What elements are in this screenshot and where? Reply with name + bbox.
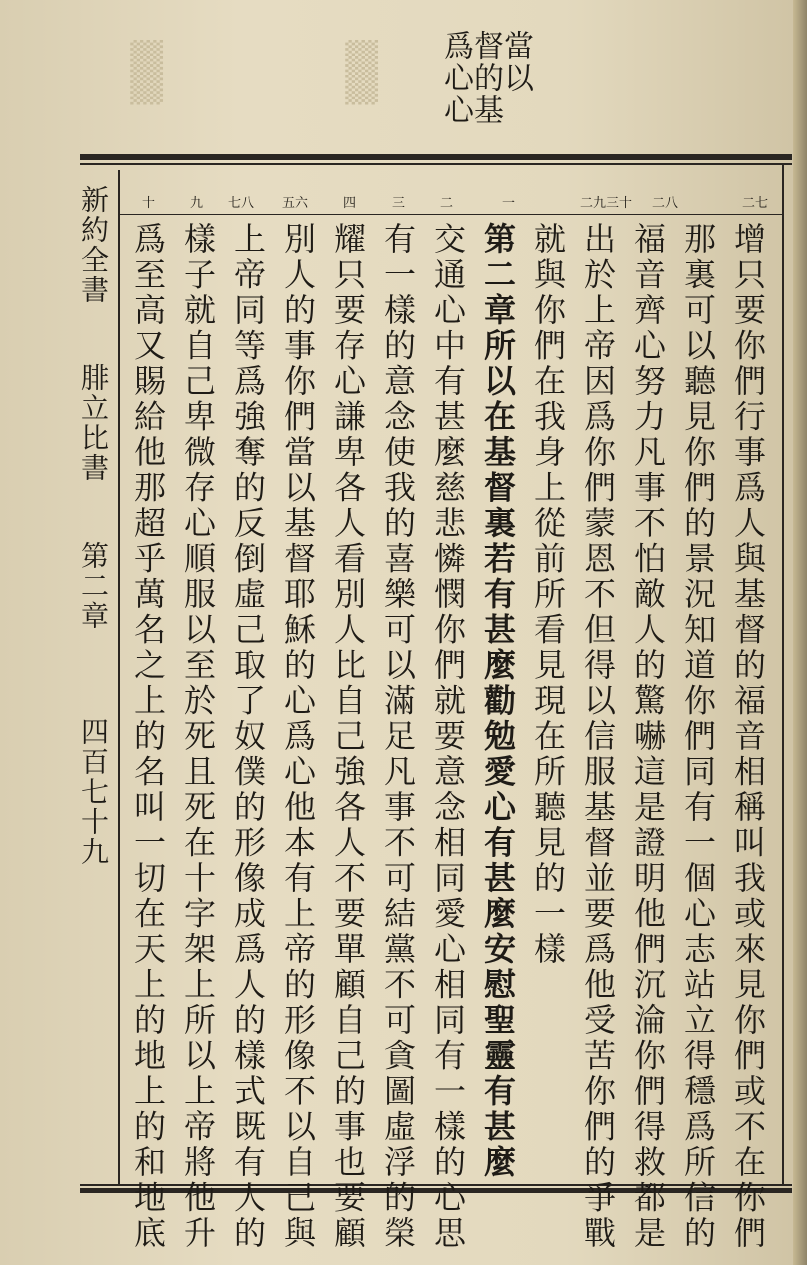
verse-number: 七八 bbox=[228, 196, 255, 211]
verse-number-rule bbox=[118, 214, 783, 215]
text-line: 那裏可以聽見你們的景況知道你們同有一個心志站立得穩爲所信的 bbox=[679, 222, 717, 1252]
verse-number: 二 bbox=[440, 196, 454, 211]
page-number: 四百七十九 bbox=[77, 717, 110, 867]
epistle-title: 腓立比書 bbox=[77, 363, 110, 483]
verse-number: 四 bbox=[343, 196, 357, 211]
page-edge bbox=[793, 0, 807, 1265]
verse-number: 二七 bbox=[742, 196, 769, 211]
text-line: 爲至高又賜給他那超乎萬名之上的名叫一切在天上的地上的和地底 bbox=[129, 222, 167, 1252]
text-line: 交通心中有甚麼慈悲憐憫你們就要意念相同愛心相同有一樣的心思 bbox=[429, 222, 467, 1252]
verse-number: 一 bbox=[502, 196, 516, 211]
text-line: 增只要你們行事爲人與基督的福音相稱叫我或來見你們或不在你們 bbox=[729, 222, 767, 1252]
verse-number: 十 bbox=[142, 196, 156, 211]
top-thin-rule bbox=[80, 163, 792, 165]
side-header bbox=[77, 185, 110, 867]
chapter-label: 第二章 bbox=[77, 541, 110, 631]
text-line: 出於上帝因爲你們蒙恩不但得以信服基督並要爲他受苦你們的爭戰 bbox=[579, 222, 617, 1252]
book-title: 新約全書 bbox=[77, 185, 110, 305]
header-divider bbox=[118, 170, 120, 1184]
text-line: 有一樣的意念使我的喜樂可以滿足凡事不可結黨不可貪圖虛浮的榮 bbox=[379, 222, 417, 1252]
marginal-note-col-1: 當以 bbox=[498, 30, 533, 94]
text-line: 上帝同等爲強奪的反倒虛己取了奴僕的形像成爲人的樣式既有人的 bbox=[229, 222, 267, 1252]
top-thick-rule bbox=[80, 154, 792, 160]
verse-number: 九 bbox=[190, 196, 204, 211]
verse-number: 三 bbox=[392, 196, 406, 211]
text-line: 別人的事你們當以基督耶穌的心爲心他本有上帝的形像不以自己與 bbox=[279, 222, 317, 1252]
verse-number: 二九三十 bbox=[580, 196, 633, 211]
text-line: 樣子就自己卑微存心順服以至於死且死在十字架上所以上帝將他升 bbox=[179, 222, 217, 1252]
marginal-note-col-2: 督的基 bbox=[468, 30, 503, 126]
text-line: 耀只要存心謙卑各人看別人比自己強各人不要單顧自己的事也要顧 bbox=[329, 222, 367, 1252]
verse-number: 二八 bbox=[652, 196, 679, 211]
text-line: 第二章所以在基督裏若有甚麼勸勉愛心有甚麼安慰聖靈有甚麼 bbox=[479, 222, 517, 1181]
bleed-through-marks: ▒▒▒ bbox=[130, 40, 163, 105]
bleed-through-marks: ▒▒▒ bbox=[345, 40, 378, 105]
text-line: 就與你們在我身上從前所看見現在所聽見的一樣 bbox=[529, 222, 567, 968]
verse-number: 五六 bbox=[282, 196, 309, 211]
text-line: 福音齊心努力凡事不怕敵人的驚嚇這是證明他們沉淪你們得救都是 bbox=[629, 222, 667, 1252]
right-border bbox=[782, 163, 784, 1184]
marginal-note-col-3: 爲心心 bbox=[438, 30, 473, 126]
